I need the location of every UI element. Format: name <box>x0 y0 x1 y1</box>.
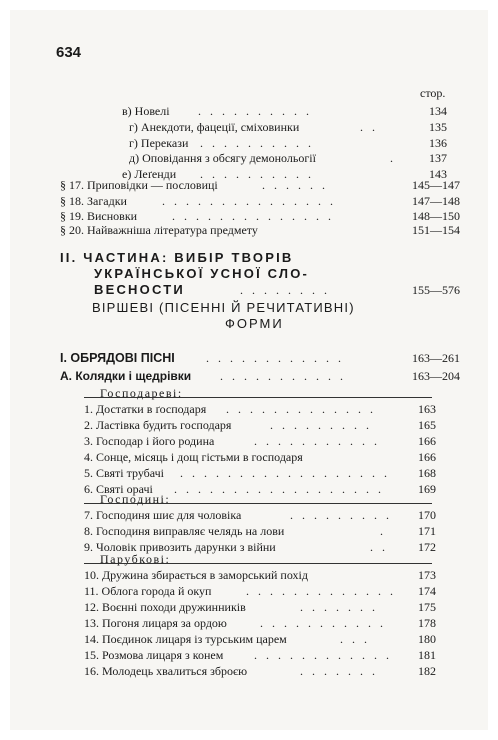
item-page: 175 <box>418 600 436 614</box>
toc-entry: г) Перекази <box>129 136 189 150</box>
section-heading: I. ОБРЯДОВІ ПІСНІ <box>60 351 175 365</box>
list-item: 11. Облога города й окуп <box>84 584 212 598</box>
list-item: 4. Сонце, місяць і дощ гістьми в господаря <box>84 450 303 464</box>
group-heading: Парубкові: <box>100 552 171 566</box>
part-heading: УКРАЇНСЬКОЇ УСНОЇ СЛО- <box>94 266 310 281</box>
leader-dots: . . . . . . . . . <box>290 508 392 522</box>
leader-dots: . . . . . . . . <box>240 283 330 297</box>
toc-page: 137 <box>429 151 447 165</box>
toc-entry: г) Анекдоти, фацеції, сміховинки <box>129 120 300 134</box>
leader-dots: . . . . . . . . . . . . . . <box>172 209 334 223</box>
toc-entry: е) Леґенди <box>122 167 177 181</box>
toc-entry: в) Новелі <box>122 104 170 118</box>
toc-page: 135 <box>429 120 447 134</box>
item-page: 170 <box>418 508 436 522</box>
leader-dots: . . . . . . . . . . . . . . . <box>162 194 336 208</box>
toc-entry: § 18. Загадки <box>60 194 127 208</box>
list-item: 8. Господиня виправляє челядь на лови <box>84 524 285 538</box>
item-page: 178 <box>418 616 436 630</box>
divider <box>84 397 432 398</box>
leader-dots: . . . . . . . . . . . . . <box>246 584 396 598</box>
list-item: 12. Воєнні походи дружинників <box>84 600 246 614</box>
leader-dots: . . <box>360 120 378 134</box>
toc-page: 151—154 <box>412 223 460 237</box>
divider <box>84 503 432 504</box>
book-page <box>10 10 488 730</box>
item-page: 173 <box>418 568 436 582</box>
leader-dots: . . . . . . . . . . <box>200 167 314 181</box>
list-item: 16. Молодець хвалиться зброєю <box>84 664 248 678</box>
item-page: 172 <box>418 540 436 554</box>
part-page: 155—576 <box>412 283 460 297</box>
item-page: 181 <box>418 648 436 662</box>
leader-dots: . . . . . . . . . . . <box>260 616 386 630</box>
item-page: 174 <box>418 584 436 598</box>
toc-entry: § 17. Приповідки — пословиці <box>60 178 218 192</box>
item-page: 182 <box>418 664 436 678</box>
toc-page: 147—148 <box>412 194 460 208</box>
part-heading: ВЕСНОСТИ <box>94 282 185 297</box>
leader-dots: . . . . . . . . . . . . . . . . . . <box>180 466 390 480</box>
toc-entry: § 20. Найважніша література предмету <box>60 223 258 237</box>
item-page: 180 <box>418 632 436 646</box>
section-page: 163—261 <box>412 351 460 365</box>
leader-dots: . . . . . . . . . . <box>198 104 312 118</box>
page-number: 634 <box>56 44 82 61</box>
list-item: 2. Ластівка будить господаря <box>84 418 232 432</box>
leader-dots: . <box>390 151 396 165</box>
item-page: 165 <box>418 418 436 432</box>
toc-page: 148—150 <box>412 209 460 223</box>
list-item: 6. Святі орачі <box>84 482 153 496</box>
list-item: 13. Погоня лицаря за ордою <box>84 616 227 630</box>
leader-dots: . . . . . . . . . . . <box>254 434 380 448</box>
leader-dots: . . . . . . . . . . . . <box>206 351 344 365</box>
toc-page: 136 <box>429 136 447 150</box>
leader-dots: . . . . . . . . . . . . . . . . . . <box>174 482 384 496</box>
item-page: 166 <box>418 434 436 448</box>
leader-dots: . . . . . . <box>262 178 328 192</box>
page-column-header: стор. <box>420 86 446 100</box>
leader-dots: . . . . . . . . . . . . <box>254 648 392 662</box>
list-item: 3. Господар і його родина <box>84 434 215 448</box>
subsection-page: 163—204 <box>412 369 460 383</box>
toc-page: 134 <box>429 104 447 118</box>
subsection-heading: А. Колядки і щедрівки <box>60 369 192 383</box>
list-item: 15. Розмова лицаря з конем <box>84 648 224 662</box>
list-item: 5. Святі трубачі <box>84 466 165 480</box>
leader-dots: . . . . . . . . . . . . . <box>226 402 376 416</box>
item-page: 169 <box>418 482 436 496</box>
item-page: 166 <box>418 450 436 464</box>
divider <box>84 563 432 564</box>
item-page: 171 <box>418 524 436 538</box>
list-item: 10. Дружина збирається в заморський похід <box>84 568 308 582</box>
leader-dots: . . . . . . . . . <box>270 418 372 432</box>
leader-dots: . . . . . . . . . . <box>200 136 314 150</box>
leader-dots: . . <box>370 540 388 554</box>
list-item: 14. Поєдинок лицаря із турським царем <box>84 632 287 646</box>
leader-dots: . . . . . . . . . . . <box>220 369 346 383</box>
part-subheading: ВІРШЕВІ (ПІСЕННІ Й РЕЧИТАТИВНІ) <box>92 300 355 315</box>
list-item: 9. Чоловік привозить дарунки з війни <box>84 540 276 554</box>
leader-dots: . . . <box>340 632 370 646</box>
part-subheading: ФОРМИ <box>225 316 284 331</box>
leader-dots: . <box>380 524 386 538</box>
group-heading: Господині: <box>100 492 171 506</box>
list-item: 1. Достатки в ґосподаря <box>84 402 207 416</box>
leader-dots: . . . . . . . <box>300 664 378 678</box>
part-heading: II. ЧАСТИНА: ВИБІР ТВОРІВ <box>60 250 294 265</box>
leader-dots: . . . . . . . <box>300 600 378 614</box>
list-item: 7. Господиня шиє для чоловіка <box>84 508 242 522</box>
group-heading: Господареві: <box>100 386 183 400</box>
toc-page: 143 <box>429 167 447 181</box>
toc-entry: д) Оповідання з обсягу демонольогії <box>129 151 316 165</box>
toc-page: 145—147 <box>412 178 460 192</box>
item-page: 163 <box>418 402 436 416</box>
item-page: 168 <box>418 466 436 480</box>
toc-entry: § 19. Висновки <box>60 209 138 223</box>
